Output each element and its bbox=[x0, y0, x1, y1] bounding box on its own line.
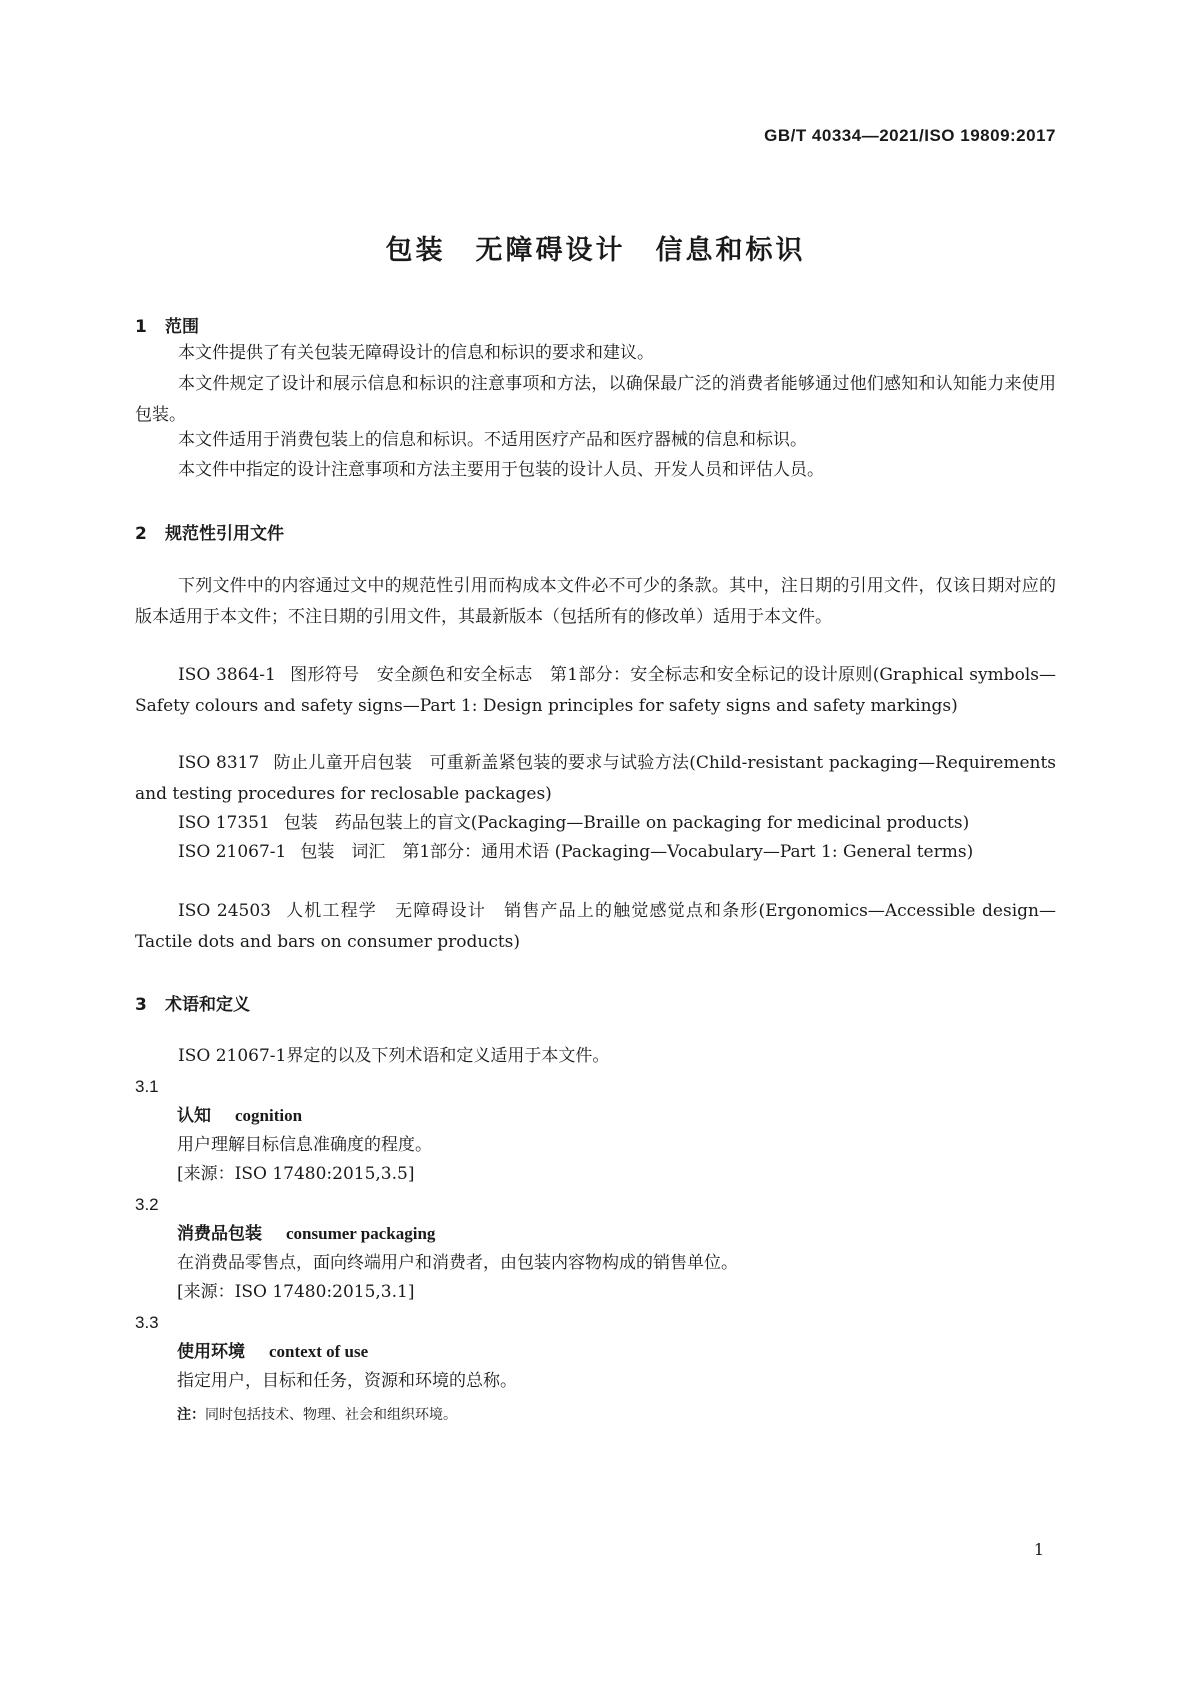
section-title: 术语和定义 bbox=[165, 995, 250, 1015]
section-3-heading bbox=[135, 990, 250, 1015]
term-zh: 消费品包装 bbox=[177, 1224, 262, 1244]
reference-id: ISO 17351 bbox=[178, 813, 270, 833]
section-1-heading bbox=[135, 312, 199, 337]
term-source: [来源：ISO 17480:2015,3.1] bbox=[177, 1282, 415, 1302]
paragraph: 本文件适用于消费包装上的信息和标识。不适用医疗产品和医疗器械的信息和标识。 bbox=[178, 430, 807, 450]
term-zh: 使用环境 bbox=[177, 1342, 245, 1362]
standard-code: GB/T 40334—2021/ISO 19809:2017 bbox=[764, 126, 1056, 145]
reference-id: ISO 21067-1 bbox=[178, 842, 287, 862]
paragraph: 本文件中指定的设计注意事项和方法主要用于包装的设计人员、开发人员和评估人员。 bbox=[178, 460, 824, 480]
term-en: context of use bbox=[269, 1342, 369, 1361]
note-text: 同时包括技术、物理、社会和组织环境。 bbox=[205, 1407, 457, 1423]
paragraph: ISO 21067-1界定的以及下列术语和定义适用于本文件。 bbox=[178, 1046, 610, 1066]
section-number: 3 bbox=[135, 995, 147, 1015]
reference-item bbox=[135, 837, 1056, 868]
reference-text: 防止儿童开启包装 可重新盖紧包装的要求与试验方法(Child-resistant packaging—Requirements and testing procedures for reclosable packages) bbox=[135, 753, 1057, 804]
term-heading bbox=[177, 1218, 435, 1250]
term-source: [来源：ISO 17480:2015,3.5] bbox=[177, 1164, 415, 1184]
term-definition: 用户理解目标信息准确度的程度。 bbox=[177, 1135, 432, 1155]
paragraph: 本文件提供了有关包装无障碍设计的信息和标识的要求和建议。 bbox=[178, 343, 654, 363]
section-2-heading bbox=[135, 519, 284, 544]
section-number: 2 bbox=[135, 524, 147, 544]
paragraph: 下列文件中的内容通过文中的规范性引用而构成本文件必不可少的条款。其中，注日期的引用文件，仅该日期对应的版本适用于本文件；不注日期的引用文件，其最新版本（包括所有的修改单）适用于本文件。 bbox=[135, 576, 1056, 627]
reference-item bbox=[135, 896, 1056, 958]
reference-item bbox=[135, 660, 1056, 722]
section-number: 1 bbox=[135, 317, 147, 337]
note-label: 注： bbox=[177, 1407, 205, 1423]
term-definition: 指定用户，目标和任务，资源和环境的总称。 bbox=[177, 1371, 517, 1391]
term-heading bbox=[177, 1100, 302, 1132]
paragraph: 本文件规定了设计和展示信息和标识的注意事项和方法，以确保最广泛的消费者能够通过他们感知和认知能力来使用包装。 bbox=[135, 374, 1056, 425]
reference-item bbox=[135, 808, 1056, 839]
reference-id: ISO 24503 bbox=[178, 901, 271, 921]
term-number: 3.3 bbox=[135, 1313, 159, 1332]
term-definition: 在消费品零售点，面向终端用户和消费者，由包装内容物构成的销售单位。 bbox=[177, 1253, 738, 1273]
reference-text: 包装 药品包装上的盲文(Packaging—Braille on packaging for medicinal products) bbox=[283, 813, 970, 833]
reference-text: 图形符号 安全颜色和安全标志 第1部分：安全标志和安全标记的设计原则(Graphical symbols—Safety colours and safety signs—Part 1: Design principles for safety signs and safety markings) bbox=[135, 665, 1056, 716]
reference-text: 人机工程学 无障碍设计 销售产品上的触觉感觉点和条形(Ergonomics—Accessible design—Tactile dots and bars on consumer products) bbox=[135, 901, 1056, 952]
reference-item bbox=[135, 748, 1056, 810]
page-number: 1 bbox=[1033, 1540, 1044, 1559]
term-en: consumer packaging bbox=[286, 1224, 436, 1243]
term-heading bbox=[177, 1336, 368, 1368]
term-number: 3.2 bbox=[135, 1195, 159, 1214]
reference-id: ISO 3864-1 bbox=[178, 665, 276, 685]
reference-id: ISO 8317 bbox=[178, 753, 260, 773]
term-en: cognition bbox=[235, 1106, 303, 1125]
section-title: 范围 bbox=[165, 317, 199, 337]
term-note bbox=[177, 1404, 457, 1424]
term-zh: 认知 bbox=[177, 1106, 211, 1126]
term-number: 3.1 bbox=[135, 1077, 159, 1096]
section-title: 规范性引用文件 bbox=[165, 524, 284, 544]
document-title: 包装 无障碍设计 信息和标识 bbox=[385, 235, 806, 266]
reference-text: 包装 词汇 第1部分：通用术语 (Packaging—Vocabulary—Part 1: General terms) bbox=[300, 842, 974, 862]
